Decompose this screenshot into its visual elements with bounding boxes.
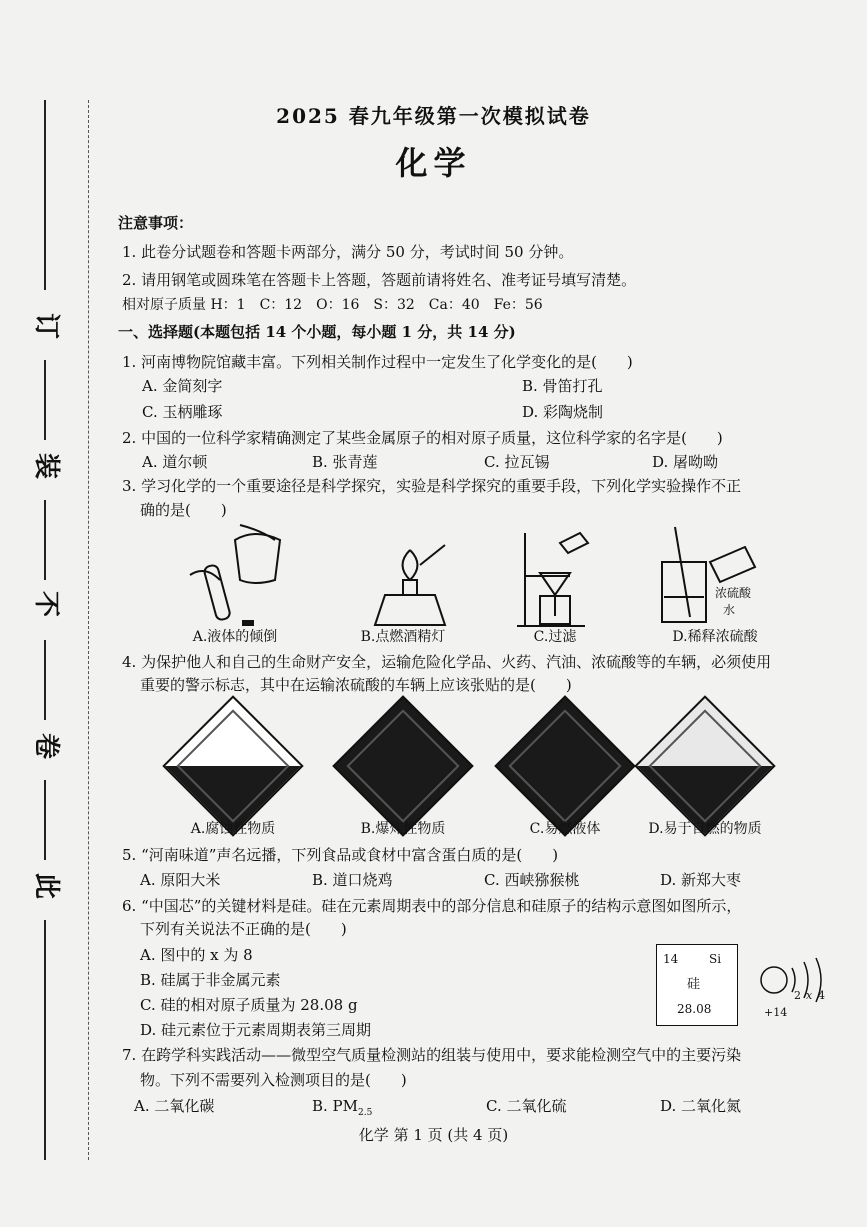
q2-option-d: D. 屠呦呦 <box>652 453 719 471</box>
q1-option-d: D. 彩陶烧制 <box>522 403 604 421</box>
margin-rule-segment <box>44 780 46 860</box>
q2-option-b: B. 张青莲 <box>312 453 378 471</box>
margin-rule-segment <box>44 500 46 580</box>
q7-stem-line1: 7. 在跨学科实践活动——微型空气质量检测站的组装与使用中，要求能检测空气中的主要污染 <box>122 1046 742 1064</box>
spontaneous-combustion-sign-icon <box>634 695 775 836</box>
margin-char-3: 不 <box>31 590 61 617</box>
margin-char-2: 装 <box>31 452 61 479</box>
q1-option-b: B. 骨笛打孔 <box>522 377 603 395</box>
alcohol-lamp-illustration <box>365 540 455 630</box>
shell-1-electrons: 2 <box>794 989 801 1002</box>
page-footer: 化学 第 1 页 (共 4 页) <box>358 1126 509 1144</box>
q2-option-a: A. 道尔顿 <box>142 453 208 471</box>
q4-option-c: C.易燃液体 <box>529 821 601 837</box>
dilution-illustration <box>650 522 770 630</box>
q2-option-c: C. 拉瓦锡 <box>484 453 550 471</box>
margin-rule-segment <box>44 640 46 720</box>
q7-option-c: C. 二氧化硫 <box>486 1097 567 1115</box>
q6-stem-line2: 下列有关说法不正确的是( ) <box>140 920 347 938</box>
exam-title: 2025 春九年级第一次模拟试卷 <box>276 104 591 128</box>
q2-stem: 2. 中国的一位科学家精确测定了某些金属原子的相对原子质量，这位科学家的名字是( ) <box>122 429 723 447</box>
nucleus-charge: +14 <box>764 1006 788 1019</box>
filtration-illustration <box>515 528 595 630</box>
subject-title: 化学 <box>395 144 472 182</box>
label-water: 水 <box>723 603 736 617</box>
q5-option-a: A. 原阳大米 <box>140 871 221 889</box>
q6-option-b: B. 硅属于非金属元素 <box>140 971 281 989</box>
q5-option-c: C. 西峡猕猴桃 <box>484 871 580 889</box>
note-item-1: 1. 此卷分试题卷和答题卡两部分，满分 50 分，考试时间 50 分钟。 <box>122 243 574 261</box>
atomic-mass-line: 相对原子质量 H：1 C：12 O：16 S：32 Ca：40 Fe：56 <box>122 297 543 313</box>
q7-stem-line2: 物。下列不需要列入检测项目的是( ) <box>140 1071 407 1089</box>
q1-option-c: C. 玉柄雕琢 <box>142 403 223 421</box>
q4-stem-line2: 重要的警示标志，其中在运输浓硫酸的车辆上应该张贴的是( ) <box>140 676 572 694</box>
q3-stem-line2: 确的是( ) <box>140 501 227 519</box>
q6-option-c: C. 硅的相对原子质量为 28.08 g <box>140 996 358 1014</box>
note-item-2: 2. 请用钢笔或圆珠笔在答题卡上答题，答题前请将姓名、准考证号填写清楚。 <box>122 271 637 289</box>
q6-stem-line1: 6. “中国芯”的关键材料是硅。硅在元素周期表中的部分信息和硅原子的结构示意图如图所示， <box>122 897 742 915</box>
q5-option-d: D. 新郑大枣 <box>660 871 742 889</box>
q3-option-d: D.稀释浓硫酸 <box>672 629 758 645</box>
element-symbol: Si <box>709 952 722 966</box>
q5-stem: 5. “河南味道”声名远播，下列食品或食材中富含蛋白质的是( ) <box>122 846 559 864</box>
explosive-sign-icon <box>332 695 473 836</box>
q1-option-a: A. 金简刻字 <box>142 377 223 395</box>
q3-option-b: B.点燃酒精灯 <box>360 629 446 645</box>
element-name: 硅 <box>687 977 701 992</box>
q4-option-b: B.爆炸性物质 <box>360 821 446 837</box>
q3-option-c: C.过滤 <box>533 629 577 645</box>
corrosive-sign-icon <box>162 695 303 836</box>
q7-option-b: B. $PM_{2.5}$ <box>312 1097 373 1118</box>
margin-char-1: 订 <box>31 312 61 339</box>
periodic-table-cell <box>656 944 738 1026</box>
q4-stem-line1: 4. 为保护他人和自己的生命财产安全，运输危险化学品、火药、汽油、浓硫酸等的车辆，必须使用 <box>122 653 772 671</box>
atomic-number: 14 <box>663 952 679 966</box>
q1-stem: 1. 河南博物院馆藏丰富。下列相关制作过程中一定发生了化学变化的是( ) <box>122 353 633 371</box>
q7-option-d: D. 二氧化氮 <box>660 1097 742 1115</box>
margin-char-5: 此 <box>31 872 61 899</box>
q6-option-a: A. 图中的 x 为 8 <box>140 946 253 964</box>
q3-option-a: A.液体的倾倒 <box>192 629 278 645</box>
notes-heading: 注意事项： <box>118 214 194 232</box>
margin-rule-segment <box>44 360 46 440</box>
binding-dashed-line <box>88 100 89 1160</box>
q6-option-d: D. 硅元素位于元素周期表第三周期 <box>140 1021 372 1039</box>
flammable-liquid-sign-icon <box>494 695 635 836</box>
q4-option-a: A.腐蚀性物质 <box>190 821 276 837</box>
label-concentrated-acid: 浓硫酸 <box>715 586 752 600</box>
relative-atomic-mass: 28.08 <box>677 1002 712 1016</box>
q3-stem-line1: 3. 学习化学的一个重要途径是科学探究，实验是科学探究的重要手段，下列化学实验操作不正 <box>122 477 742 495</box>
liquid-pouring-illustration <box>180 520 300 628</box>
shell-3-electrons: 4 <box>818 989 825 1002</box>
q7-option-a: A. 二氧化碳 <box>134 1097 215 1115</box>
margin-char-4: 卷 <box>31 732 61 759</box>
section-heading: 一、选择题(本题包括 14 个小题，每小题 1 分，共 14 分) <box>118 323 516 341</box>
shell-2-electrons: x <box>806 989 813 1002</box>
q4-option-d: D.易于自燃的物质 <box>648 821 762 837</box>
q5-option-b: B. 道口烧鸡 <box>312 871 393 889</box>
